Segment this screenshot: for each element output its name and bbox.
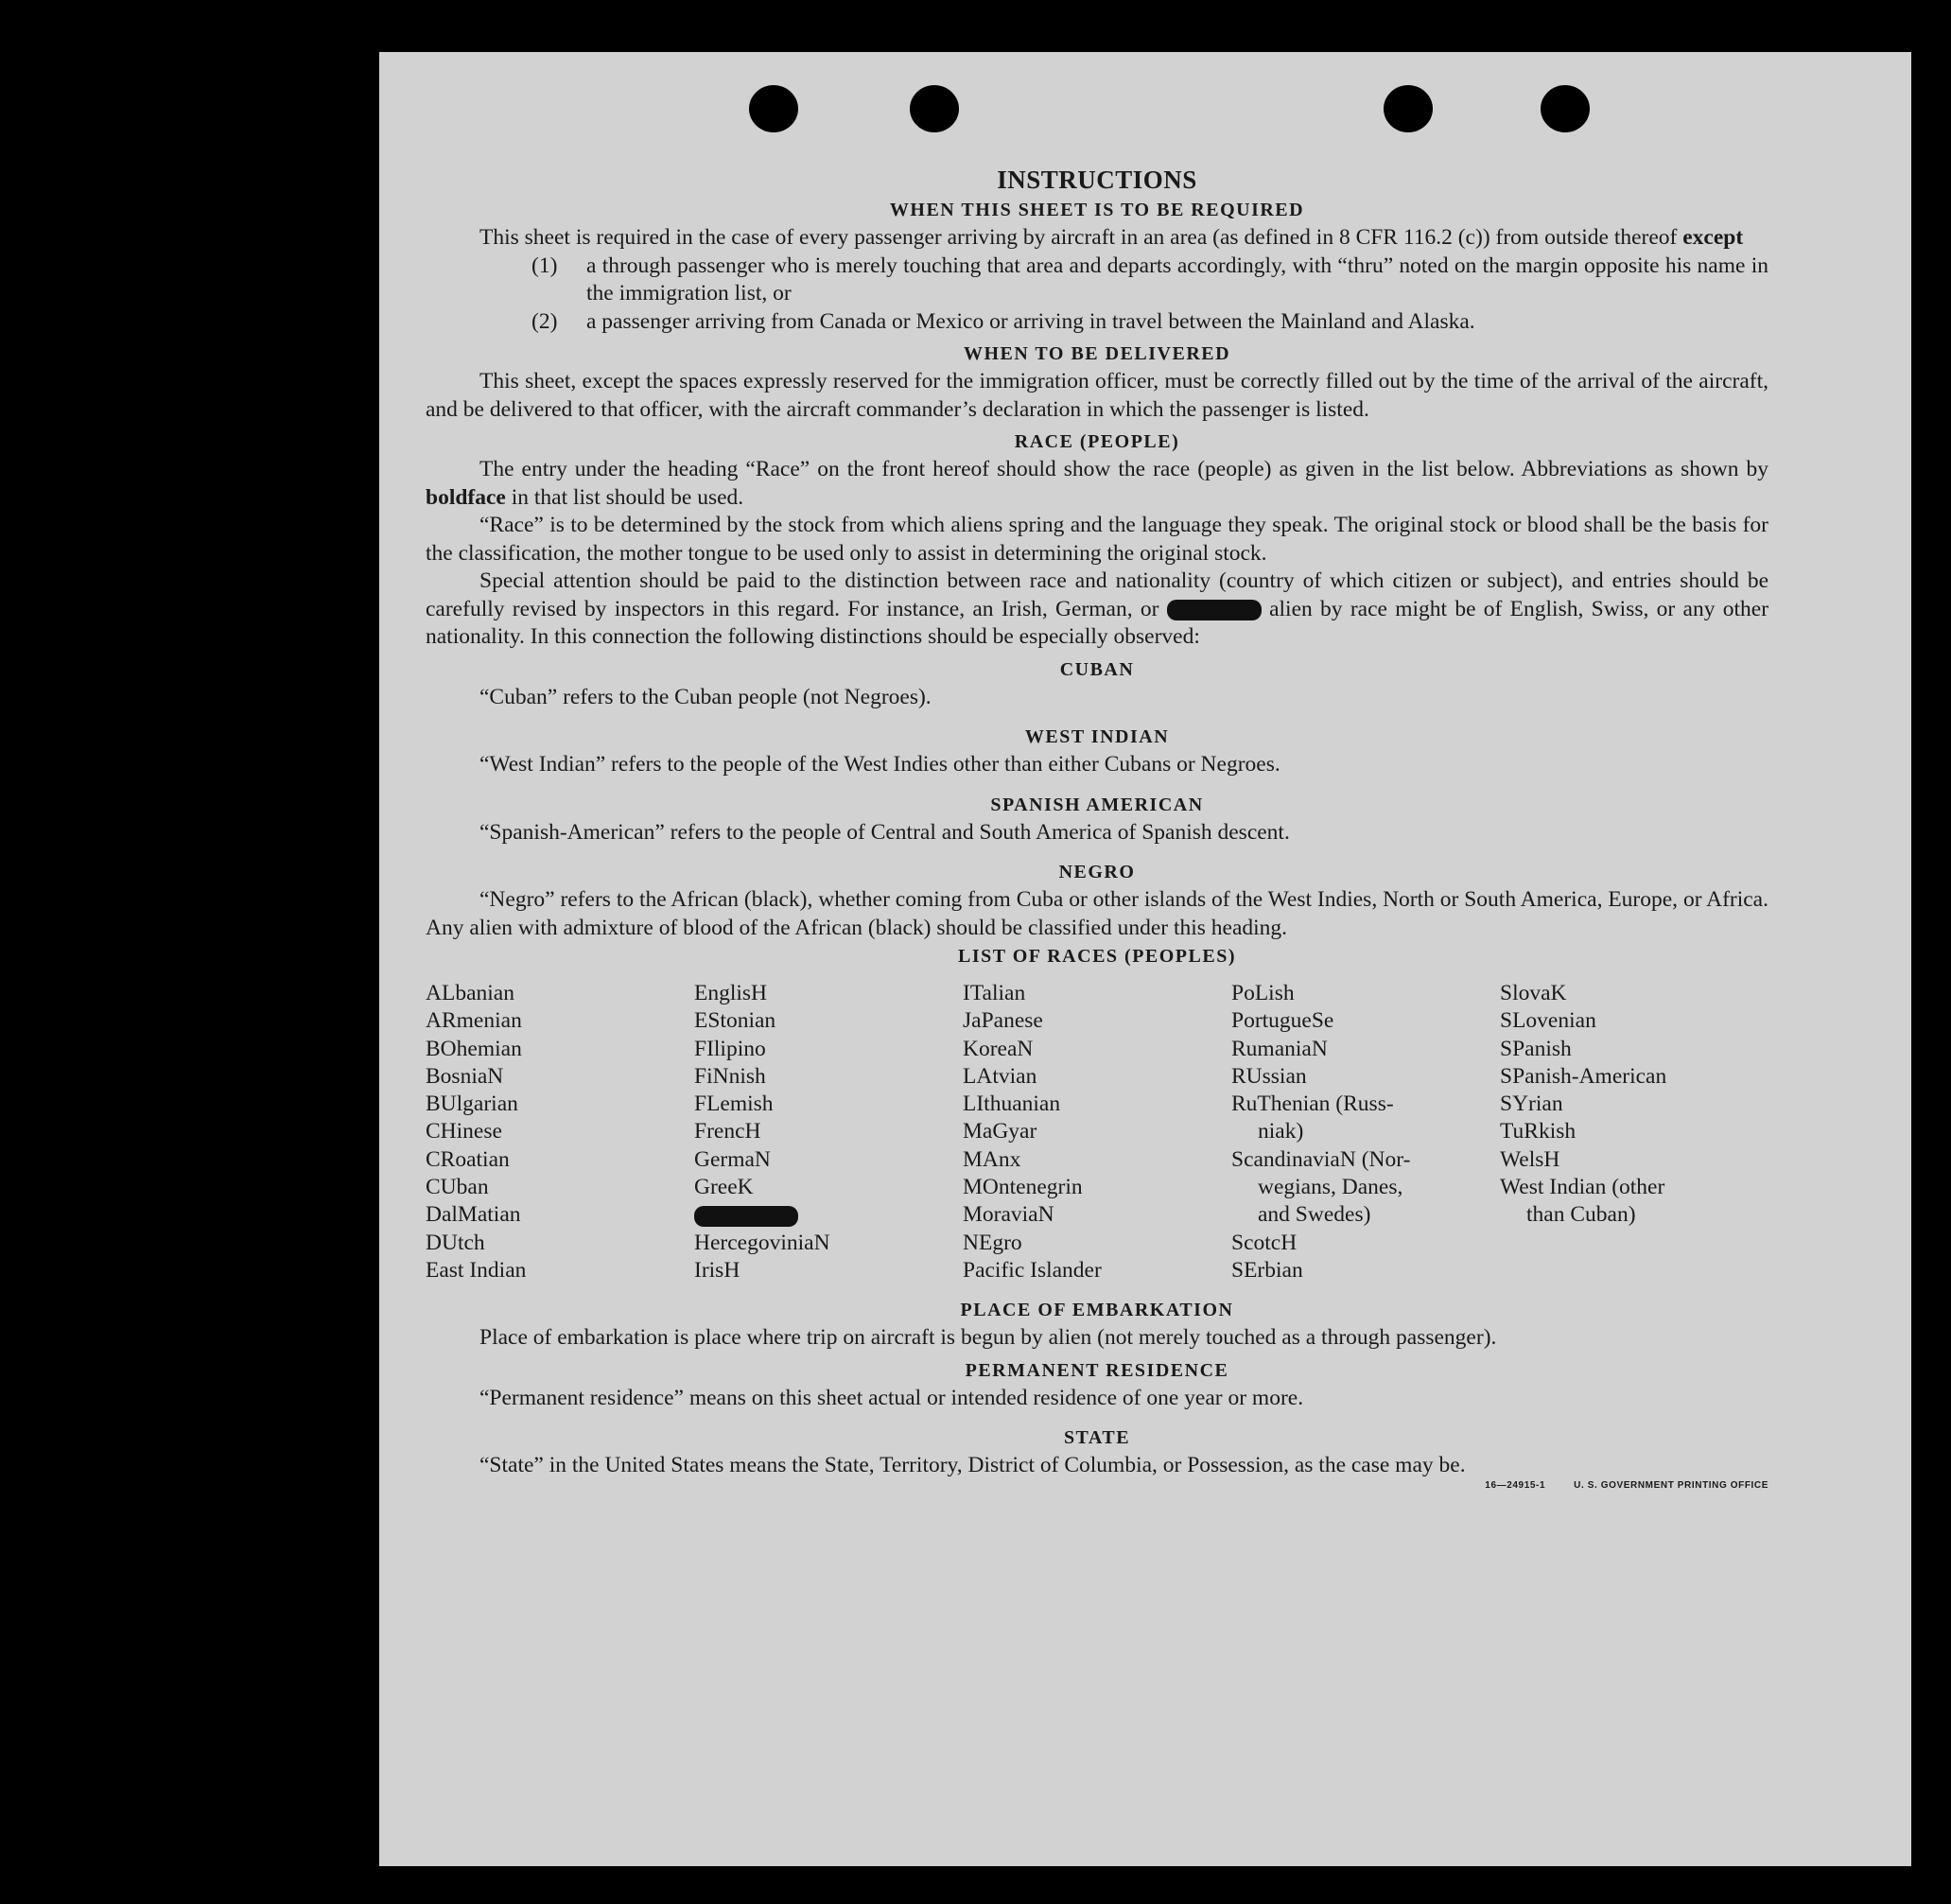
race-item: BOhemian (426, 1036, 522, 1061)
redaction-mark (694, 1206, 798, 1227)
residence-text: “Permanent residence” means on this sheet actual or intended residence of one year or more. (479, 1385, 1304, 1410)
race-item: SPanish-American (1500, 1063, 1667, 1089)
race-item: West Indian (other (1500, 1175, 1665, 1200)
delivered-text: This sheet, except the spaces expressly reserved for the immigration officer, must be correctly filled out by the time of the arrival of the aircraft, and be delivered to that officer, with the aircraft commander’s declaration in which the passenger is listed. (426, 369, 1768, 422)
section-heading-state: STATE (1063, 1427, 1131, 1449)
section-heading-embarkation: PLACE OF EMBARKATION (960, 1300, 1234, 1321)
race-item: JaPanese (963, 1008, 1043, 1034)
race-item: RumaniaN (1231, 1036, 1328, 1061)
race-item: LIthuanian (963, 1092, 1061, 1117)
embarkation-text: Place of embarkation is place where trip on aircraft is begun by alien (not merely touched as a through passenger). (479, 1325, 1497, 1351)
race-item: ScandinaviaN (Nor- (1231, 1146, 1411, 1172)
race-item: ARmenian (426, 1008, 522, 1034)
race-item: GermaN (694, 1146, 771, 1172)
race-paragraph-1: The entry under the heading “Race” on the front hereof should show the race (people) as given in the list below. Abbreviations as shown by boldface in that list should be used. (426, 457, 1768, 510)
race-item: FiNnish (694, 1063, 766, 1089)
race-item: MOntenegrin (963, 1175, 1083, 1200)
printer-imprint (1456, 1480, 1768, 1491)
race-item: IrisH (694, 1257, 740, 1283)
document-body (426, 164, 1768, 1491)
section-heading-delivered: WHEN TO BE DELIVERED (963, 343, 1231, 364)
race-item: RuThenian (Russ- (1231, 1092, 1394, 1117)
race-item: WelsH (1500, 1146, 1560, 1172)
race-item: CRoatian (426, 1146, 510, 1172)
race-item: EnglisH (694, 981, 768, 1005)
race-column-2 (694, 980, 963, 1284)
spanish-american-text: “Spanish-American” refers to the people of Central and South America of Spanish descent. (479, 819, 1290, 845)
race-item: PoLish (1231, 981, 1295, 1005)
race-item: TuRkish (1500, 1119, 1576, 1144)
section-heading-races: LIST OF RACES (PEOPLES) (957, 946, 1236, 967)
race-item: SYrian (1500, 1092, 1563, 1117)
race-column-3 (963, 980, 1231, 1284)
race-paragraph-3: Special attention should be paid to the distinction between race and nationality (country of which citizen or subject), and entries should be carefully revised by inspectors in this regard. For instance, an Irish, German, or alien by race might be of English, Swiss, or any other nationality. In this connection the following distinctions should be especially observed: (426, 568, 1769, 649)
punch-hole (1541, 85, 1590, 132)
race-item: SLovenian (1500, 1008, 1596, 1034)
race-item: ITalian (963, 981, 1026, 1005)
race-item: SlovaK (1500, 981, 1567, 1005)
section-heading-required: WHEN THIS SHEET IS TO BE REQUIRED (889, 200, 1305, 220)
race-item-continued: than Cuban) (1526, 1202, 1636, 1228)
race-item: FLemish (694, 1092, 774, 1117)
race-item: EStonian (694, 1008, 776, 1034)
race-item: FrencH (694, 1119, 761, 1144)
cuban-text: “Cuban” refers to the Cuban people (not Negroes). (479, 684, 932, 709)
race-item: SErbian (1231, 1257, 1303, 1283)
redaction-mark (1167, 600, 1262, 620)
race-list (426, 980, 1768, 1284)
race-item: East Indian (426, 1257, 527, 1283)
race-column-1 (426, 980, 694, 1284)
exception-item-1: (1) a through passenger who is merely touching that area and departs accordingly, with “thru” noted on the margin opposite his name in the immigration list, or (531, 253, 1768, 306)
printer-name: U. S. GOVERNMENT PRINTING OFFICE (1574, 1479, 1768, 1491)
race-item: BosniaN (426, 1063, 504, 1089)
race-item: Pacific Islander (963, 1257, 1102, 1283)
race-item: NEgro (963, 1230, 1022, 1255)
race-item: CHinese (426, 1119, 502, 1144)
race-item: ALbanian (426, 981, 514, 1005)
page-title: INSTRUCTIONS (997, 166, 1197, 194)
state-text: “State” in the United States means the State, Territory, District of Columbia, or Possession, as the case may be. (479, 1453, 1466, 1478)
race-item: LAtvian (963, 1063, 1037, 1089)
race-column-5 (1500, 980, 1768, 1284)
race-item: PortugueSe (1231, 1008, 1334, 1034)
west-indian-text: “West Indian” refers to the people of the West Indies other than either Cubans or Negroes. (479, 752, 1280, 777)
race-item: BUlgarian (426, 1092, 518, 1117)
race-item: MAnx (963, 1146, 1021, 1172)
punch-hole (910, 85, 959, 132)
footer (426, 1480, 1768, 1491)
race-item: MaGyar (963, 1119, 1037, 1144)
race-item-continued: and Swedes) (1258, 1202, 1371, 1228)
section-heading-west-indian: WEST INDIAN (1024, 726, 1170, 747)
document-sheet (379, 52, 1911, 1866)
race-item: FIlipino (694, 1036, 766, 1061)
race-item: GreeK (694, 1175, 754, 1200)
exception-item-2: (2) a passenger arriving from Canada or Mexico or arriving in travel between the Mainland and Alaska. (531, 308, 1475, 334)
race-item: DalMatian (426, 1202, 521, 1228)
race-item: RUssian (1231, 1063, 1307, 1089)
race-paragraph-2: “Race” is to be determined by the stock from which aliens spring and the language they speak. The original stock or blood shall be the basis for the classification, the mother tongue to be used only to assist in determining the original stock. (426, 513, 1768, 566)
punch-hole (749, 85, 798, 132)
race-item-redacted (694, 1201, 963, 1229)
punch-hole (1384, 85, 1433, 132)
race-item: DUtch (426, 1230, 485, 1255)
form-number: 16—24915-1 (1485, 1479, 1546, 1491)
race-column-4 (1231, 980, 1500, 1284)
race-item-continued: wegians, Danes, (1258, 1175, 1403, 1200)
required-intro: This sheet is required in the case of every passenger arriving by aircraft in an area (as defined in 8 CFR 116.2 (c)) from outside thereof except (479, 225, 1744, 250)
section-heading-negro: NEGRO (1058, 862, 1136, 882)
race-item: HercegoviniaN (694, 1230, 830, 1255)
race-item: KoreaN (963, 1036, 1034, 1061)
race-item: CUban (426, 1175, 489, 1200)
negro-text: “Negro” refers to the African (black), whether coming from Cuba or other islands of the West Indies, North or South America, Europe, or Africa. Any alien with admixture of blood of the African (black) should be classified under this heading. (426, 887, 1768, 940)
section-heading-cuban: CUBAN (1059, 658, 1135, 680)
race-item: MoraviaN (963, 1202, 1054, 1228)
section-heading-residence: PERMANENT RESIDENCE (965, 1359, 1229, 1381)
race-item-continued: niak) (1258, 1119, 1304, 1144)
section-heading-race: RACE (PEOPLE) (1014, 431, 1180, 452)
race-item: ScotcH (1231, 1230, 1298, 1255)
section-heading-spanish-american: SPANISH AMERICAN (990, 794, 1204, 815)
race-item: SPanish (1500, 1036, 1572, 1061)
